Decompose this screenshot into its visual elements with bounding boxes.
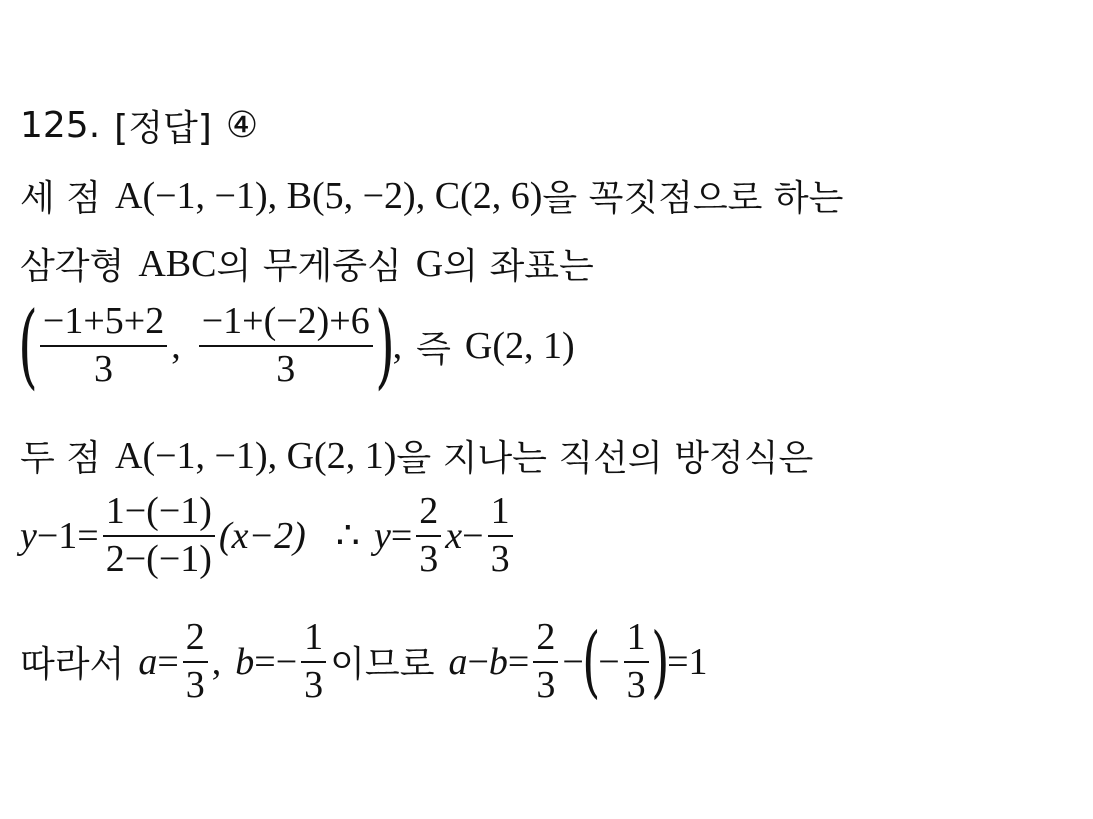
right-paren: ) <box>374 292 395 399</box>
equals: = <box>390 514 413 557</box>
text-line-equation: 을 지나는 직선의 방정식은 <box>396 438 814 479</box>
fraction-b: $\frac{1}{3}$ <box>301 618 326 706</box>
slope-fraction <box>103 492 215 580</box>
fraction-c: $\frac{2}{3}$ <box>533 618 558 706</box>
math-points-ag: A(−1, −1), G(2, 1) <box>115 434 397 477</box>
lhs-rest: −1= <box>36 514 99 557</box>
minus: − <box>462 514 484 557</box>
text-two-points: 두 점 <box>20 438 101 479</box>
final-result: =1 <box>667 640 708 683</box>
text-coordinates: 의 좌표는 <box>443 246 594 287</box>
text-vertices-outro: 을 꼭짓점으로 하는 <box>542 178 844 219</box>
var-x: x <box>445 514 463 557</box>
var-y: y <box>20 514 37 557</box>
therefore-symbol: ∴ <box>335 515 360 558</box>
line-centroid-intro <box>20 238 594 289</box>
text-vertices-intro: 세 점 <box>20 178 101 219</box>
slope-numerator: 1−(−1) <box>105 490 212 532</box>
slope-denominator: 2−(−1) <box>105 537 212 580</box>
math-vertices: A(−1, −1), B(5, −2), C(2, 6) <box>115 174 543 217</box>
text-triangle: 삼각형 <box>20 246 125 287</box>
answer-mark: ④ <box>225 105 259 146</box>
line-centroid-calc <box>18 292 575 399</box>
math-centroid: G(2, 1) <box>464 325 575 367</box>
line-two-points <box>20 430 813 481</box>
text-namely: 즉 <box>416 328 451 370</box>
fraction-y-numerator: −1+(−2)+6 <box>201 300 370 343</box>
fraction-x-denominator: 3 <box>94 348 114 390</box>
left-paren-final: ( <box>581 616 601 707</box>
var-b: b <box>235 640 255 683</box>
problem-header <box>20 100 258 151</box>
right-paren-final: ) <box>650 616 670 707</box>
text-since: 이므로 <box>330 644 435 686</box>
left-paren: ( <box>18 292 38 399</box>
line-vertices <box>20 170 843 221</box>
fraction-y-denominator: 3 <box>276 348 296 390</box>
x-minus-2: (x−2) <box>218 514 306 557</box>
text-centroid: 의 무게중심 <box>216 246 402 287</box>
fraction-x-numerator: −1+5+2 <box>42 300 165 343</box>
line-equation <box>20 492 517 580</box>
problem-number: 125. <box>20 105 101 146</box>
fraction-d: $\frac{1}{3}$ <box>624 618 649 706</box>
fraction-two-thirds: $\frac{2}{3}$ <box>416 492 441 580</box>
fraction-one-third: $\frac{1}{3}$ <box>488 492 513 580</box>
fraction-x <box>40 302 167 390</box>
var-y2: y <box>373 514 391 557</box>
var-a: a <box>138 640 158 683</box>
fraction-y <box>199 302 373 390</box>
line-final: 따라서 a = $\frac{2}{3}$ , b =− $\frac{1}{3}$ 이므로 a − b = $\frac{2}{3}$ − ( − $\frac{1}{3}$ ) =1 <box>20 616 708 707</box>
math-abc: ABC <box>138 242 217 285</box>
text-therefore: 따라서 <box>20 644 125 686</box>
comma-after: , <box>392 325 403 367</box>
math-g: G <box>415 242 444 285</box>
comma: , <box>171 325 181 367</box>
answer-label: [정답] <box>114 108 212 149</box>
fraction-a: $\frac{2}{3}$ <box>183 618 208 706</box>
